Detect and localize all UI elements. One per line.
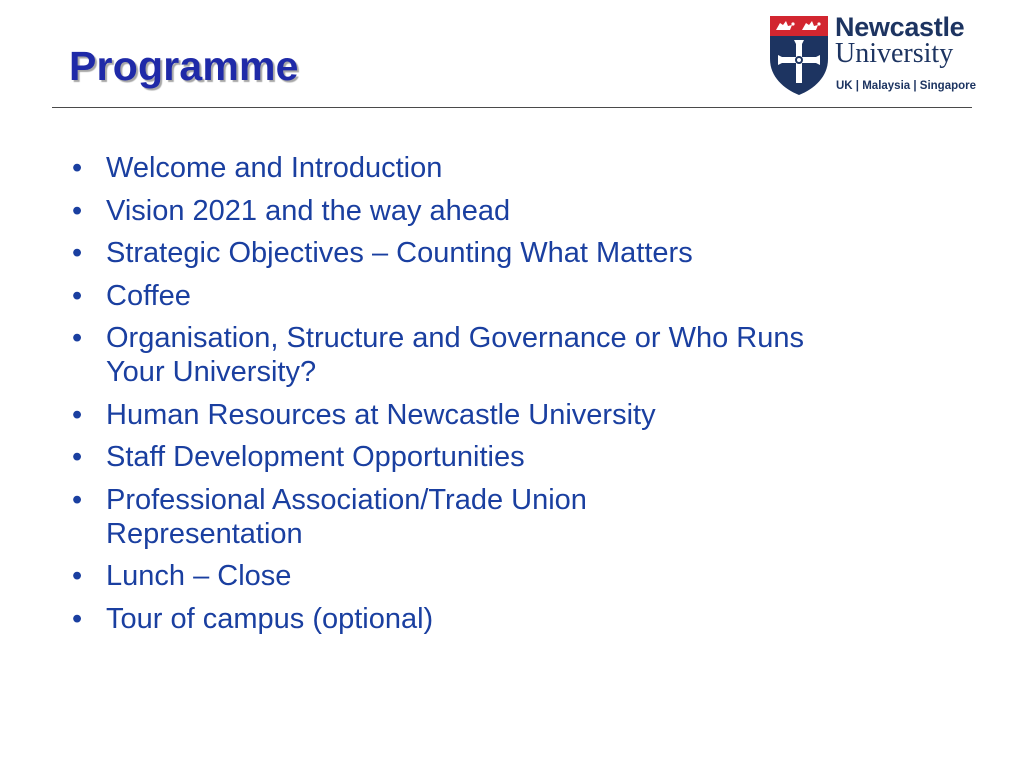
agenda-item	[72, 398, 972, 432]
agenda-list	[72, 151, 972, 644]
agenda-item-text: Staff Development Opportunities	[106, 441, 525, 473]
university-logo	[768, 12, 993, 97]
agenda-item-text: Human Resources at Newcastle University	[106, 398, 656, 431]
agenda-item-text: Organisation, Structure and Governance or Who Runs Your University?	[106, 322, 804, 388]
newcastle-university-crest-icon	[768, 15, 830, 97]
agenda-item-text: Vision 2021 and the way ahead	[106, 194, 511, 227]
bullet-icon: •	[72, 194, 83, 227]
agenda-item	[72, 559, 972, 593]
agenda-item	[72, 483, 746, 551]
agenda-item	[72, 151, 972, 185]
agenda-item-text: Welcome and Introduction	[106, 152, 443, 184]
bullet-icon: •	[72, 602, 83, 635]
title-divider	[52, 107, 972, 108]
agenda-item-text: Strategic Objectives – Counting What Matters	[106, 237, 693, 269]
bullet-icon: •	[72, 279, 83, 312]
agenda-item	[72, 236, 972, 270]
bullet-icon: •	[72, 237, 83, 269]
agenda-item-text: Coffee	[106, 279, 191, 312]
logo-name-line1: Newcastle	[835, 12, 965, 42]
bullet-icon: •	[72, 322, 83, 354]
agenda-item-text: Tour of campus (optional)	[106, 602, 434, 635]
agenda-item	[72, 279, 972, 313]
bullet-icon: •	[72, 398, 83, 431]
agenda-item	[72, 440, 972, 474]
logo-name-line2: University	[835, 38, 954, 69]
agenda-item-text: Professional Association/Trade Union Representation	[106, 483, 587, 550]
agenda-item	[72, 321, 806, 389]
bullet-icon: •	[72, 152, 83, 184]
agenda-item-text: Lunch – Close	[106, 560, 292, 592]
slide-title: Programme	[69, 43, 299, 89]
agenda-item	[72, 194, 972, 228]
agenda-item	[72, 602, 972, 636]
bullet-icon: •	[72, 560, 83, 592]
bullet-icon: •	[72, 441, 83, 473]
bullet-icon: •	[72, 483, 83, 516]
logo-locations: UK | Malaysia | Singapore	[836, 80, 977, 92]
